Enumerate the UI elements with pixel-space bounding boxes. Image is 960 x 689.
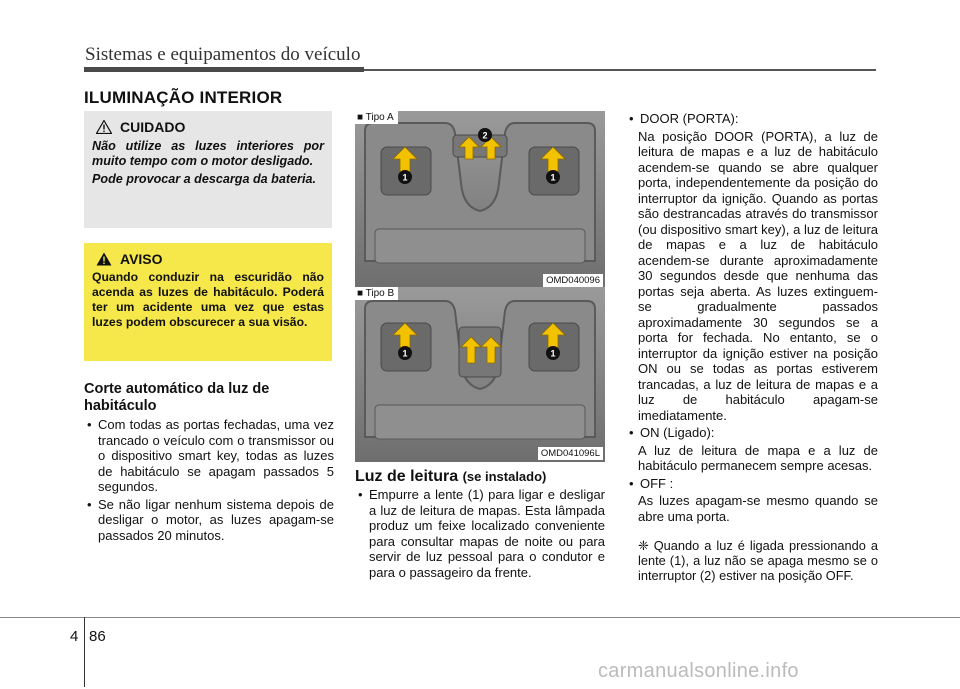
auto-cut-heading: Corte automático da luz de habitáculo [84,381,270,414]
caution-heading [96,119,324,135]
svg-text:1: 1 [550,348,556,359]
reading-list [355,487,605,582]
figure-a-code: OMD040096 [543,274,603,287]
figure-a-tag: ■ Tipo A [355,111,398,124]
figure-type-b [355,287,605,462]
auto-cut-list [84,417,334,545]
reading-heading-main: Luz de leitura [355,468,459,485]
on-label: • ON (Ligado): [626,425,878,441]
reading-heading [355,468,546,486]
watermark: carmanualsonline.info [598,660,799,682]
door-label: • DOOR (PORTA): [626,111,878,127]
console-type-a-illustration [355,111,605,289]
svg-text:1: 1 [402,172,408,183]
warning-title: AVISO [120,251,163,267]
figure-b-code: OMD041096L [538,447,603,460]
chapter-number: 4 [70,628,79,645]
svg-text:1: 1 [550,172,556,183]
note-text: ❈ Quando a luz é ligada pressionando a lente (1), a luz não se apaga mesmo se o interruptor (2) estiver na posição OFF. [638,538,878,583]
door-text: Na posição DOOR (PORTA), a luz de leitura de mapas e a luz de habitáculo acendem-se quando se abre qualquer porta, independentemente da posição do interruptor da ignição. Quando as portas são destrancadas através do transmissor (ou dispositivo smart key), a luz de leitura de mapas e a luz de habitáculo acendem-se durante aproximadamente 30 segundos desde que nenhuma das portas seja aberta. As luzes extinguem-se gradualmente passados aproximadamente 30 segundos se a porta for fechada. No entanto, se o interruptor da ignição estiver na posição ON ou se todas as portas estiverem trancadas, a luz de leitura de mapas e a luz de habitáculo apagam-se imediatamente. [638,128,878,423]
caution-box [84,111,332,228]
svg-text:1: 1 [402,348,408,359]
warning-heading [96,251,324,267]
header-rule [364,69,876,71]
reading-bullet: • Empurre a lente (1) para ligar e desligar a luz de leitura de mapas. Esta lâmpada produz um feixe localizado conveniente para consultar mapas de noite ou para servir de luz pessoal para o condutor e para o passageiro da frente. [355,487,605,580]
off-text: As luzes apagam-se mesmo quando se abre uma porta. [638,493,878,524]
warning-text: Quando conduzir na escuridão não acenda as luzes de habitáculo. Poderá ter um acidente uma vez que estas luzes podem obscurecer a sua visão. [92,270,324,329]
on-text: A luz de leitura de mapa e a luz de habitáculo permanecem sempre acesas. [638,442,878,473]
off-label: • OFF : [626,476,878,492]
console-type-b-illustration [355,287,605,462]
page-number: 86 [89,628,106,645]
footer-rule [0,617,960,618]
caution-line-1: Não utilize as luzes interiores por muito tempo com o motor desligado. [92,139,324,168]
warning-box [84,243,332,361]
auto-cut-bullet-1: • Com todas as portas fechadas, uma vez trancado o veículo com o transmissor ou o dispositivo smart key, todas as luzes de habitáculo se apagam passados 5 segundos. [84,417,334,495]
caution-title: CUIDADO [120,119,186,135]
footer-divider [84,617,85,687]
svg-text:2: 2 [482,130,488,141]
auto-cut-bullet-2: • Se não ligar nenhum sistema depois de desligar o motor, as luzes apagam-se passados 20 minutos. [84,497,334,544]
caution-line-2: Pode provocar a descarga da bateria. [92,172,316,186]
warning-triangle-icon [96,252,112,266]
caution-triangle-icon [96,120,112,134]
header-bar [84,67,364,72]
modes-column [626,111,878,583]
reading-heading-sub: (se instalado) [462,469,547,484]
figure-b-tag: ■ Tipo B [355,287,398,300]
running-header: Sistemas e equipamentos do veículo [85,44,361,65]
figure-type-a [355,111,605,289]
section-title: ILUMINAÇÃO INTERIOR [84,88,283,107]
